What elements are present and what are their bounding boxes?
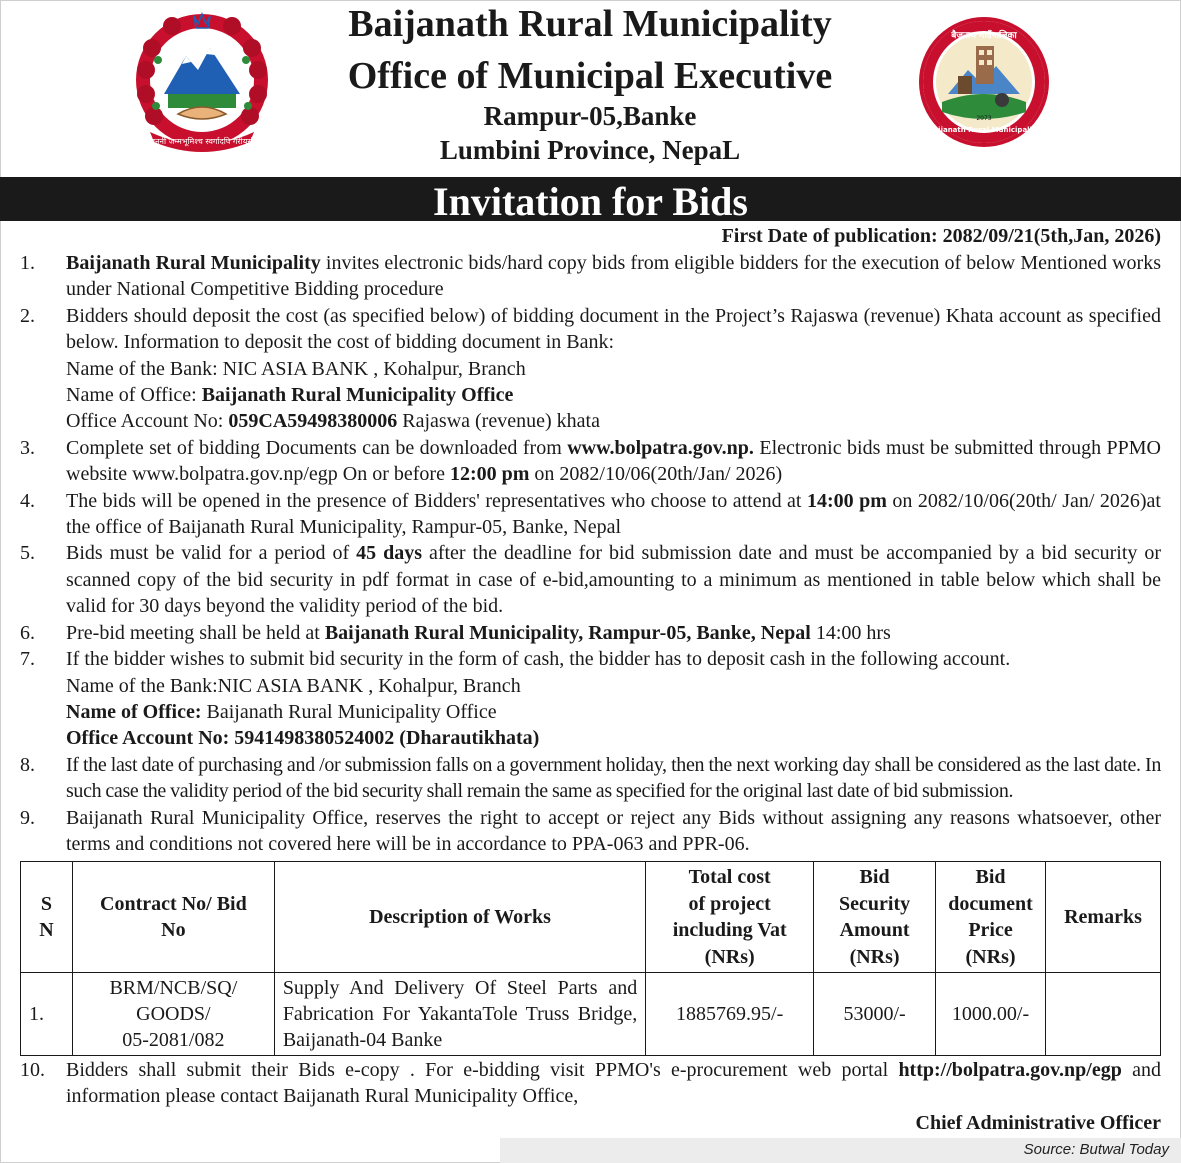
seal-year: 2073 bbox=[976, 115, 992, 122]
validity-period: 45 days bbox=[356, 542, 422, 565]
item-text-span: Bidders shall submit their Bids e-copy . For e-bidding visit PPMO's e-procurement web portal bbox=[66, 1059, 899, 1081]
item-text bbox=[66, 1057, 1161, 1110]
list-item bbox=[20, 303, 1161, 435]
list-item bbox=[20, 435, 1161, 488]
bank-name: Name of the Bank: NIC ASIA BANK , Kohalpur, Branch bbox=[66, 357, 526, 380]
account-label: Office Account No: bbox=[66, 410, 229, 433]
col-header-sn: S N bbox=[21, 862, 73, 973]
page-title: Invitation for Bids bbox=[433, 179, 748, 224]
cell-bid-security: 53000/- bbox=[814, 973, 936, 1056]
item-text bbox=[66, 620, 1161, 646]
table-header-row bbox=[21, 862, 1161, 973]
opening-time: 14:00 pm bbox=[806, 489, 887, 512]
list-item bbox=[20, 620, 1161, 646]
item-text-span: after the deadline for bid submission date and must be accompanied by a bid security or scanned copy of the bid security in pdf format in case of e-bid,amounting to a minimum as mentioned in table below which shall be valid for 30 days beyond the validity period of the bid. bbox=[66, 542, 1161, 618]
item-number: 9. bbox=[20, 806, 35, 829]
item-text bbox=[66, 250, 1161, 303]
office-account: Office Account No: 5941498380524002 (Dharautikhata) bbox=[66, 727, 540, 750]
deadline-time: 12:00 pm bbox=[449, 463, 530, 486]
nepal-emblem-icon bbox=[128, 8, 276, 156]
item-text bbox=[66, 488, 1161, 541]
list-item bbox=[20, 646, 1161, 752]
item-text-span: on 2082/10/06(20th/Jan/ 2026) bbox=[529, 463, 783, 486]
item-text-span: Bids must be valid for a period of bbox=[66, 542, 357, 565]
list-item bbox=[20, 250, 1161, 303]
item-text-span: and information please contact Baijanath Rural Municipality Office, bbox=[66, 1059, 1161, 1108]
bid-terms-list bbox=[20, 250, 1161, 857]
item-number: 5. bbox=[20, 542, 35, 565]
item-number: 7. bbox=[20, 648, 35, 671]
office-value: Baijanath Rural Municipality Office bbox=[201, 700, 497, 723]
list-item bbox=[20, 805, 1161, 858]
municipality-seal-icon bbox=[918, 16, 1050, 148]
office-label: Name of Office: bbox=[66, 700, 202, 723]
header-line-2: Office of Municipal Executive bbox=[347, 55, 833, 97]
item-text-span: Electronic bids must be submitted through PPMO website www.bolpatra.gov.np/egp On or before bbox=[66, 436, 1161, 486]
bank-name: Name of the Bank:NIC ASIA BANK , Kohalpur, Branch bbox=[66, 674, 521, 697]
item-text-span: 14:00 hrs bbox=[810, 621, 891, 644]
col-header-total-cost: Total cost of project including Vat (NRs) bbox=[646, 862, 814, 973]
item-text-span: invites electronic bids/hard copy bids from eligible bidders for the execution of below Mentioned works under National Competitive Bidding procedure bbox=[66, 252, 1161, 301]
seal-top-text: बैजनाथ गाउँपालिका bbox=[951, 31, 1017, 41]
header-line-4: Lumbini Province, NepaL bbox=[439, 135, 741, 165]
list-item bbox=[20, 1057, 1161, 1110]
office-name bbox=[66, 382, 1161, 408]
item-number: 1. bbox=[20, 252, 35, 274]
item-text bbox=[66, 646, 1161, 752]
egp-portal-link[interactable]: http://bolpatra.gov.np/egp bbox=[898, 1059, 1122, 1081]
item-text-span: on 2082/10/06(20th/ Jan/ 2026)at the office of Baijanath Rural Municipality, Rampur-05, Banke, Nepal bbox=[66, 489, 1161, 539]
office-name bbox=[66, 699, 1161, 725]
item-number: 8. bbox=[20, 753, 35, 776]
source-credit: Source: Butwal Today bbox=[1023, 1141, 1169, 1158]
item-text bbox=[66, 540, 1161, 619]
header-line-3: Rampur-05,Banke bbox=[483, 101, 697, 131]
account-value: 059CA59498380006 bbox=[228, 410, 398, 433]
item-number: 6. bbox=[20, 621, 35, 644]
office-value: Baijanath Rural Municipality Office bbox=[201, 384, 514, 407]
cell-remarks bbox=[1046, 973, 1161, 1056]
list-item bbox=[20, 540, 1161, 619]
municipality-name: Baijanath Rural Municipality bbox=[66, 252, 321, 274]
prebid-location: Baijanath Rural Municipality, Rampur-05, Banke, Nepal bbox=[324, 621, 811, 644]
item-number: 4. bbox=[20, 489, 35, 512]
bolpatra-link[interactable]: www.bolpatra.gov.np. bbox=[567, 436, 754, 459]
publication-date: First Date of publication: 2082/09/21(5th,Jan, 2026) bbox=[721, 225, 1161, 247]
signature-title: Chief Administrative Officer bbox=[915, 1112, 1161, 1134]
account-suffix: Rajaswa (revenue) khata bbox=[397, 410, 600, 433]
cell-total-cost: 1885769.95/- bbox=[646, 973, 814, 1056]
item-number: 3. bbox=[20, 436, 35, 459]
cell-description: Supply And Delivery Of Steel Parts and Fabrication For YakantaTole Truss Bridge, Baijanath-04 Banke bbox=[274, 973, 645, 1056]
emblem-motto: जननी जन्मभूमिश्च स्वर्गादपि गरीयसी bbox=[149, 137, 255, 146]
header-line-1: Baijanath Rural Municipality bbox=[348, 3, 832, 45]
cell-sn: 1. bbox=[21, 973, 73, 1056]
col-header-document-price: Bid document Price (NRs) bbox=[936, 862, 1046, 973]
col-header-description: Description of Works bbox=[274, 862, 645, 973]
cell-contract-no: BRM/NCB/SQ/ GOODS/ 05-2081/082 bbox=[72, 973, 274, 1056]
table-row bbox=[21, 973, 1161, 1056]
item-text-span: Complete set of bidding Documents can be downloaded from bbox=[66, 436, 568, 459]
list-item bbox=[20, 488, 1161, 541]
item-text-span: Bidders should deposit the cost (as specified below) of bidding document in the Project’s Rajaswa (revenue) Khata account as specified below. Information to deposit the cost of bidding document in Bank: bbox=[66, 304, 1161, 354]
item-text-span: The bids will be opened in the presence of Bidders' representatives who choose to attend at bbox=[66, 489, 807, 512]
item-number: 10. bbox=[20, 1059, 45, 1081]
item-text bbox=[66, 303, 1161, 435]
list-item bbox=[20, 752, 1161, 805]
col-header-bid-security: Bid Security Amount (NRs) bbox=[814, 862, 936, 973]
item-number: 2. bbox=[20, 304, 35, 327]
item-text-span: If the bidder wishes to submit bid security in the form of cash, the bidder has to deposit cash in the following account. bbox=[66, 648, 1011, 671]
bids-table bbox=[20, 861, 1161, 1056]
item-text: If the last date of purchasing and /or submission falls on a government holiday, then the next working day shall be considered as the last date. In such case the validity period of the bid security shall remain the same as specified for the original last date of bid submission. bbox=[66, 753, 1161, 803]
office-label: Name of Office: bbox=[66, 384, 202, 407]
item-text bbox=[66, 435, 1161, 488]
seal-bottom-text: Baijanath Rural Municipality bbox=[928, 126, 1040, 134]
office-account bbox=[66, 408, 1161, 434]
item-text: Baijanath Rural Municipality Office, reserves the right to accept or reject any Bids without assigning any reasons whatsoever, other terms and conditions not covered here will be in accordance to PPA-063 and PPR-06. bbox=[66, 806, 1161, 855]
col-header-remarks: Remarks bbox=[1046, 862, 1161, 973]
item-text-span: Pre-bid meeting shall be held at bbox=[66, 621, 325, 644]
cell-document-price: 1000.00/- bbox=[936, 973, 1046, 1056]
col-header-contract: Contract No/ Bid No bbox=[72, 862, 274, 973]
